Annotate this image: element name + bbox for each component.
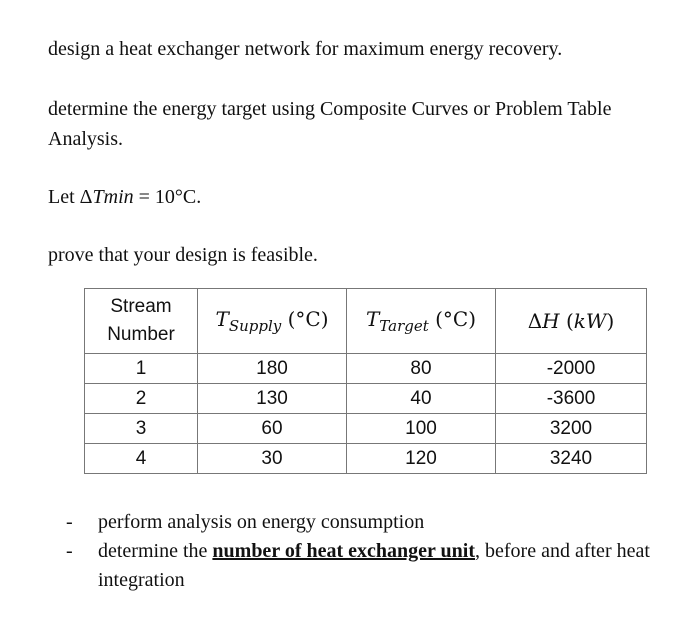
emphasis-heat-exchanger-units: number of heat exchanger unit — [212, 540, 476, 562]
cell-stream: 4 — [85, 444, 198, 474]
t-target-sub: Target — [379, 317, 429, 335]
table-row — [85, 384, 647, 414]
cell-t-supply: 180 — [198, 354, 347, 384]
table-row — [85, 444, 647, 474]
stream-data-table — [84, 288, 647, 474]
delta-h-close: ) — [606, 309, 615, 333]
cell-stream: 1 — [85, 354, 198, 384]
cell-stream: 2 — [85, 384, 198, 414]
header-stream-line1: Stream — [110, 296, 172, 317]
cell-t-supply: 130 — [198, 384, 347, 414]
bullet-suffix: , before and after heat integration — [98, 540, 650, 591]
cell-delta-h: 3200 — [496, 414, 647, 444]
cell-t-supply: 60 — [198, 414, 347, 444]
cell-delta-h: 3240 — [496, 444, 647, 474]
cell-t-target: 120 — [347, 444, 496, 474]
instruction-energy-target: determine the energy target using Composite Curves or Problem Table Analysis. — [48, 98, 612, 150]
cell-t-target: 40 — [347, 384, 496, 414]
bullet-dash: - — [66, 511, 73, 533]
bullet-energy-analysis: perform analysis on energy consumption — [98, 511, 425, 533]
list-item — [66, 508, 676, 537]
header-t-target — [347, 289, 496, 354]
header-t-supply — [198, 289, 347, 354]
header-stream-line2: Number — [107, 324, 175, 345]
task-bullet-list — [66, 508, 676, 595]
t-supply-sub: Supply — [228, 317, 282, 335]
table-row — [85, 354, 647, 384]
tmin-value: = 10°C. — [133, 186, 202, 208]
list-item — [66, 537, 676, 595]
t-target-var: T — [365, 307, 380, 331]
cell-t-target: 100 — [347, 414, 496, 444]
t-supply-unit: (°C) — [281, 307, 329, 331]
cell-delta-h: -2000 — [496, 354, 647, 384]
delta-h-open: ( — [559, 309, 574, 333]
delta-h-var: H — [542, 309, 560, 333]
header-stream-number — [85, 289, 198, 354]
tmin-variable: Tmin — [92, 186, 134, 208]
bullet-dash: - — [66, 540, 73, 562]
cell-t-supply: 30 — [198, 444, 347, 474]
t-supply-var: T — [215, 307, 229, 331]
table-row — [85, 414, 647, 444]
instruction-prove-feasible: prove that your design is feasible. — [48, 244, 318, 266]
delta-h-unit: kW — [573, 309, 607, 333]
instruction-delta-tmin — [48, 182, 201, 212]
delta-prefix: Let Δ — [48, 186, 93, 208]
cell-t-target: 80 — [347, 354, 496, 384]
header-delta-h — [496, 289, 647, 354]
cell-delta-h: -3600 — [496, 384, 647, 414]
instruction-design-network: design a heat exchanger network for maximum energy recovery. — [48, 38, 563, 60]
cell-stream: 3 — [85, 414, 198, 444]
table-header-row — [85, 289, 647, 354]
bullet-prefix: determine the — [98, 540, 213, 562]
delta-h-prefix: Δ — [527, 309, 543, 333]
t-target-unit: (°C) — [428, 307, 477, 331]
